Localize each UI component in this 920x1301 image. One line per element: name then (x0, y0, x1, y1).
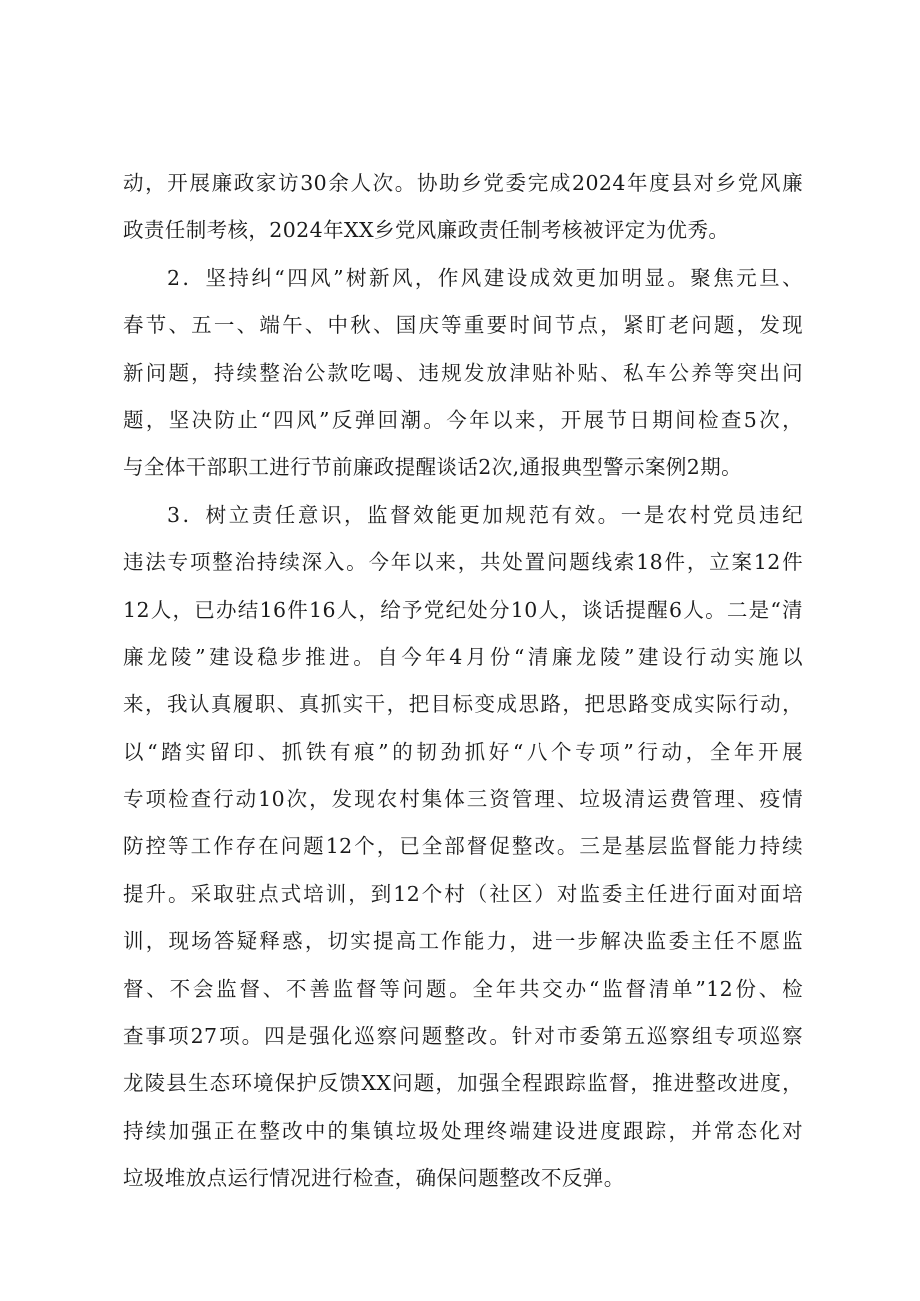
text-line: 提升。采取驻点式培训，到12个村（社区）对监委主任进行面对面培 (123, 881, 803, 906)
text-line: 垃圾堆放点运行情况进行检查，确保问题整改不反弹。 (123, 1166, 625, 1191)
paragraph-3-heading-line: 3．树立责任意识，监督效能更加规范有效。一是农村党员违纪 (167, 502, 803, 527)
text-line: 政责任制考核，2024年XX乡党风廉政责任制考核被评定为优秀。 (123, 218, 730, 243)
text-line: 题，坚决防止“四风”反弹回潮。今年以来，开展节日期间检查5次， (123, 407, 803, 432)
text-line: 龙陵县生态环境保护反馈XX问题，加强全程跟踪监督，推进整改进度， (123, 1071, 803, 1096)
text-line: 以“踏实留印、抓铁有痕”的韧劲抓好“八个专项”行动，全年开展 (123, 739, 803, 764)
text-line: 新问题，持续整治公款吃喝、违规发放津贴补贴、私车公养等突出问 (123, 360, 803, 385)
text-line: 与全体干部职工进行节前廉政提醒谈话2次,通报典型警示案例2期。 (123, 455, 742, 480)
text-line: 防控等工作存在问题12个，已全部督促整改。三是基层监督能力持续 (123, 834, 803, 859)
text-line: 督、不会监督、不善监督等问题。全年共交办“监督清单”12份、检 (123, 976, 803, 1001)
text-line: 专项检查行动10次，发现农村集体三资管理、垃圾清运费管理、疫情 (123, 787, 803, 812)
text-line: 廉龙陵”建设稳步推进。自今年4月份“清廉龙陵”建设行动实施以 (123, 644, 803, 669)
text-line: 12人，已办结16件16人，给予党纪处分10人，谈话提醒6人。二是“清 (123, 597, 803, 622)
text-line: 动，开展廉政家访30余人次。协助乡党委完成2024年度县对乡党风廉 (123, 171, 803, 195)
text-line: 查事项27项。四是强化巡察问题整改。针对市委第五巡察组专项巡察 (123, 1024, 803, 1049)
text-line: 持续加强正在整改中的集镇垃圾处理终端建设进度跟踪，并常态化对 (123, 1118, 803, 1143)
text-line: 春节、五一、端午、中秋、国庆等重要时间节点，紧盯老问题，发现 (123, 313, 803, 338)
body-text (123, 160, 803, 1203)
text-line: 来，我认真履职、真抓实干，把目标变成思路，把思路变成实际行动， (123, 692, 803, 717)
text-line: 违法专项整治持续深入。今年以来，共处置问题线索18件，立案12件 (123, 550, 803, 575)
paragraph-2-heading-line: 2．坚持纠“四风”树新风，作风建设成效更加明显。聚焦元旦、 (167, 265, 803, 290)
text-line: 训，现场答疑释惑，切实提高工作能力，进一步解决监委主任不愿监 (123, 929, 803, 954)
